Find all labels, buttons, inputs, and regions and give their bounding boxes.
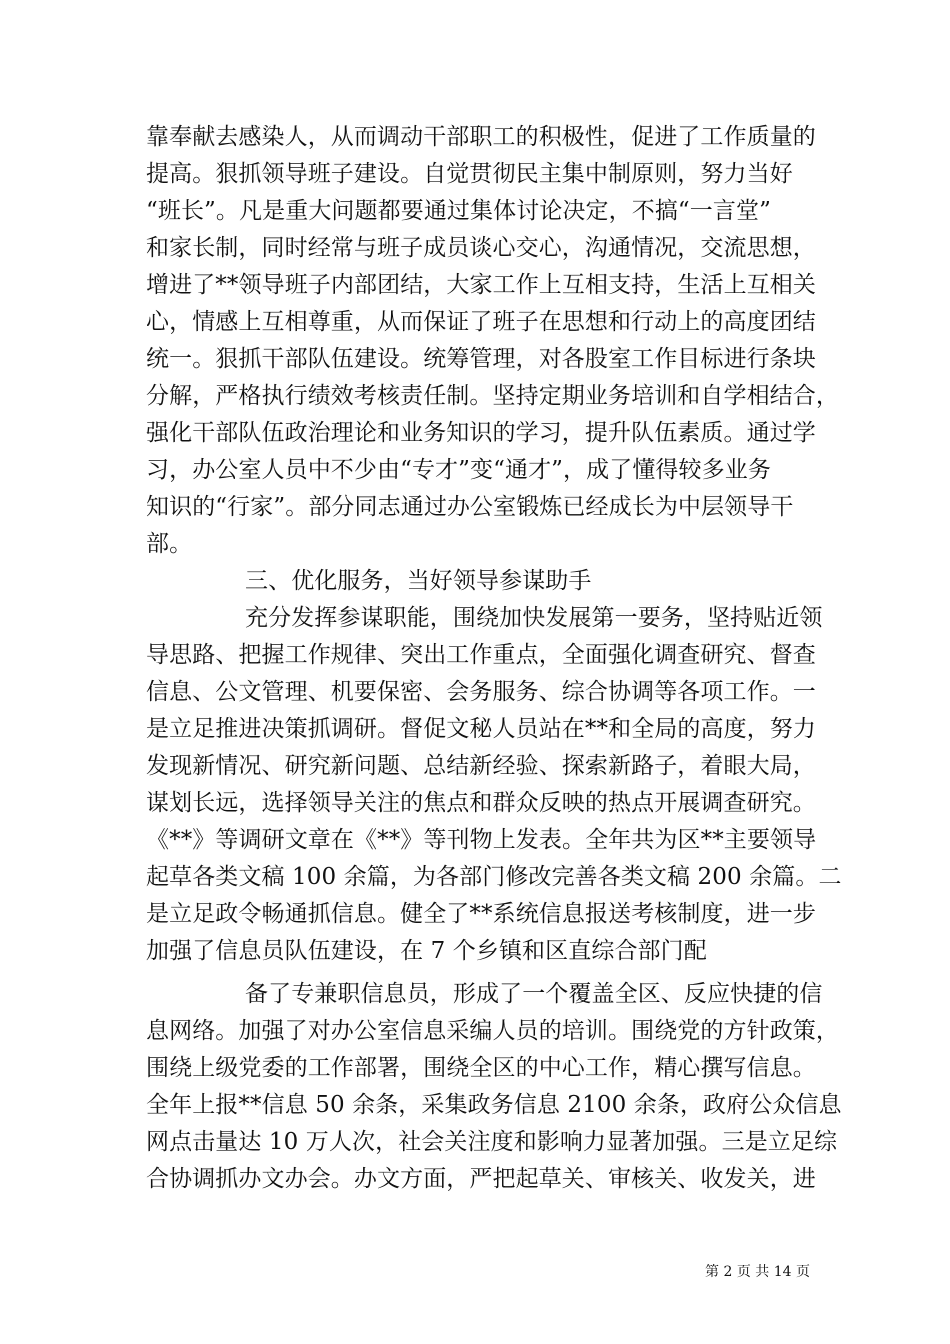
section-heading: 三、优化服务，当好领导参谋助手 bbox=[245, 568, 592, 594]
body-line: 合协调抓办文办会。办文方面，严把起草关、审核关、收发关，进 bbox=[146, 1166, 816, 1192]
body-line: 提高。狠抓领导班子建设。自觉贯彻民主集中制原则，努力当好 bbox=[146, 161, 793, 187]
body-line: 加强了信息员队伍建设，在 7 个乡镇和区直综合部门配 bbox=[146, 938, 707, 964]
body-line: 分解，严格执行绩效考核责任制。坚持定期业务培训和自学相结合， bbox=[146, 383, 839, 409]
body-line: 知识的“行家”。部分同志通过办公室锻炼已经成长为中层领导干 bbox=[146, 494, 794, 520]
body-line: 部。 bbox=[146, 531, 193, 557]
body-line: 起草各类文稿 100 余篇，为各部门修改完善各类文稿 200 余篇。二 bbox=[146, 864, 842, 890]
body-line: 息网络。加强了对办公室信息采编人员的培训。围绕党的方针政策， bbox=[146, 1018, 839, 1044]
body-line: 习，办公室人员中不少由“专才”变“通才”，成了懂得较多业务 bbox=[146, 457, 771, 483]
body-line: 是立足推进决策抓调研。督促文秘人员站在**和全局的高度，努力 bbox=[146, 716, 816, 742]
body-line: 和家长制，同时经常与班子成员谈心交心，沟通情况，交流思想， bbox=[146, 235, 816, 261]
page-number-footer: 第 2 页 共 14 页 bbox=[705, 1264, 810, 1280]
body-line: 增进了**领导班子内部团结，大家工作上互相支持，生活上互相关 bbox=[146, 272, 816, 298]
body-line: 统一。狠抓干部队伍建设。统筹管理，对各股室工作目标进行条块 bbox=[146, 346, 816, 372]
body-line: 发现新情况、研究新问题、总结新经验、探索新路子，着眼大局， bbox=[146, 753, 816, 779]
body-line: 心，情感上互相尊重，从而保证了班子在思想和行动上的高度团结 bbox=[146, 309, 816, 335]
body-line: 《**》等调研文章在《**》等刊物上发表。全年共为区**主要领导 bbox=[146, 827, 817, 853]
body-line: 围绕上级党委的工作部署，围绕全区的中心工作，精心撰写信息。 bbox=[146, 1055, 816, 1081]
body-line: 靠奉献去感染人，从而调动干部职工的积极性，促进了工作质量的 bbox=[146, 124, 816, 150]
body-line: 谋划长远，选择领导关注的焦点和群众反映的热点开展调查研究。 bbox=[146, 790, 816, 816]
paragraph-first-line: 充分发挥参谋职能，围绕加快发展第一要务，坚持贴近领 bbox=[245, 605, 823, 631]
body-line: 全年上报**信息 50 余条，采集政务信息 2100 余条，政府公众信息 bbox=[146, 1092, 842, 1118]
body-line: 导思路、把握工作规律、突出工作重点，全面强化调查研究、督查 bbox=[146, 642, 816, 668]
body-line: 是立足政令畅通抓信息。健全了**系统信息报送考核制度，进一步 bbox=[146, 901, 816, 927]
body-line: 强化干部队伍政治理论和业务知识的学习，提升队伍素质。通过学 bbox=[146, 420, 816, 446]
body-line: 信息、公文管理、机要保密、会务服务、综合协调等各项工作。一 bbox=[146, 679, 816, 705]
body-line: “班长”。凡是重大问题都要通过集体讨论决定，不搞“一言堂” bbox=[146, 198, 771, 224]
paragraph-first-line: 备了专兼职信息员，形成了一个覆盖全区、反应快捷的信 bbox=[245, 981, 823, 1007]
body-line: 网点击量达 10 万人次，社会关注度和影响力显著加强。三是立足综 bbox=[146, 1129, 838, 1155]
